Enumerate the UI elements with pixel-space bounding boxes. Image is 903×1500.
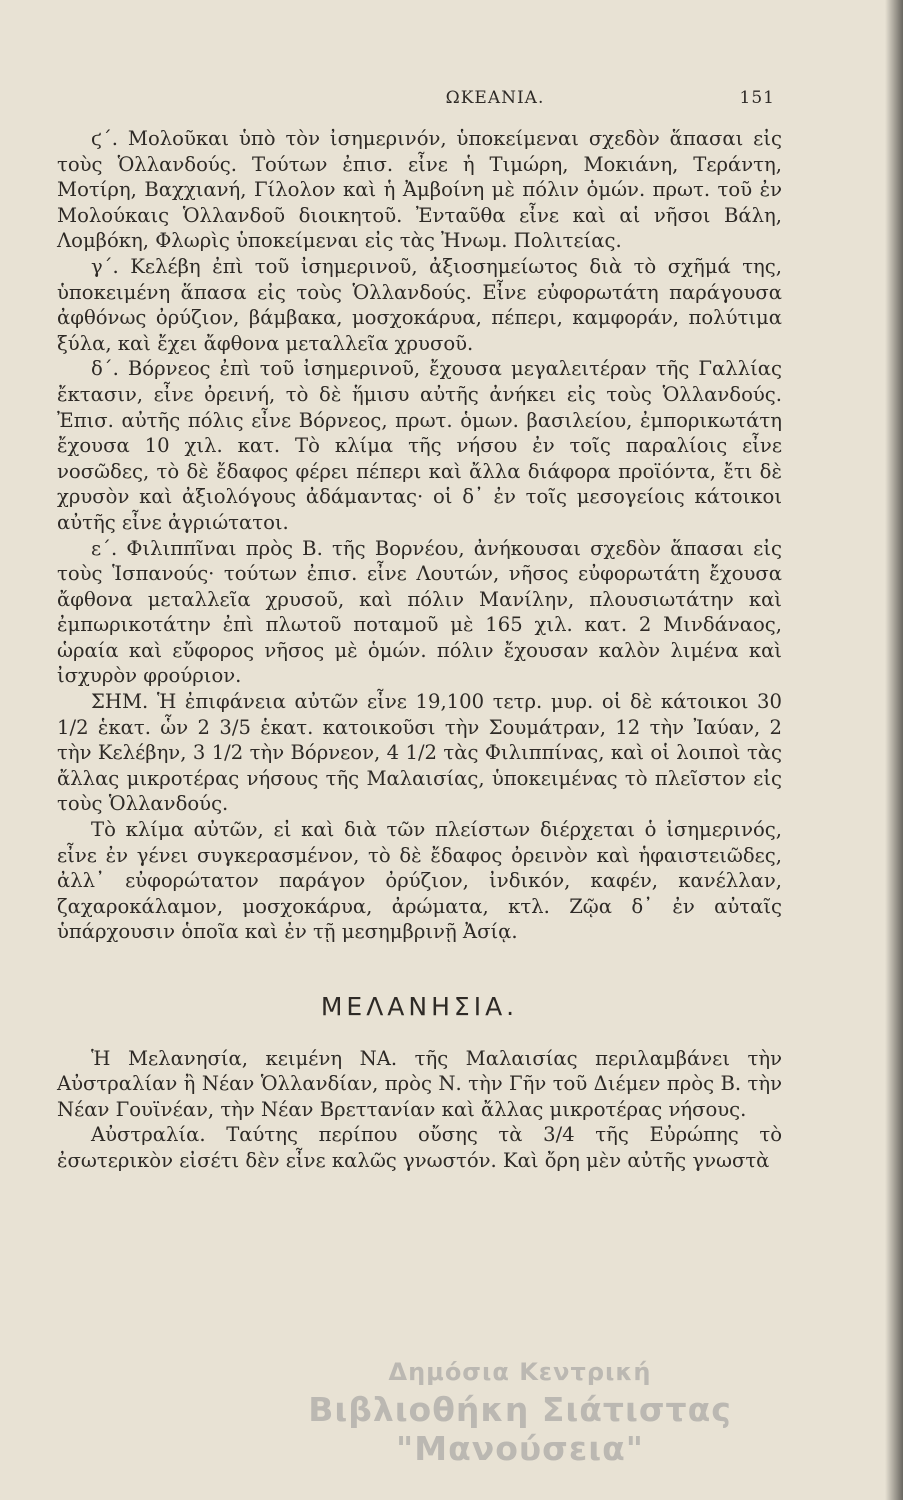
paragraph-celebes: γ΄. Κελέβη ἐπὶ τοῦ ἰσημερινοῦ, ἀξιοσημείωτος διὰ τὸ σχῆμά της, ὑποκειμένη ἅπασα εἰς τοὺς Ὁλλανδούς. Εἶνε εὐφορωτάτη παράγουσα ἀφθόνως ὀρύζιον, βάμβακα, μοσχοκάρυα, πέπερι, καμφοράν, πολύτιμα ξύλα, καὶ ἔχει ἄφθονα μεταλλεῖα χρυσοῦ. <box>57 254 782 355</box>
section-title: ΜΕΛΑΝΗΣΙΑ. <box>320 992 519 1021</box>
page-edge-shadow <box>885 0 903 1500</box>
library-watermark-line1: Δημόσια Κεντρική <box>388 1358 652 1386</box>
paragraph-melanesia-intro: Ἡ Μελανησία, κειμένη ΝΑ. τῆς Μαλαισίας περιλαμβάνει τὴν Αὐστραλίαν ἢ Νέαν Ὁλλανδίαν, πρὸς Ν. τὴν Γῆν τοῦ Διέμεν πρὸς Β. τὴν Νέαν Γουϊνέαν, τὴν Νέαν Βρεττανίαν καὶ ἄλλας μικροτέρας νήσους. <box>57 1046 782 1121</box>
page-number: 151 <box>739 88 775 108</box>
running-title: ΩΚΕΑΝΙΑ. <box>445 88 545 108</box>
paragraph-philippines: ε΄. Φιλιππῖναι πρὸς Β. τῆς Βορνέου, ἀνήκουσαι σχεδὸν ἅπασαι εἰς τοὺς Ἱσπανούς· τούτων ἐπισ. εἶνε Λουτών, νῆσος εὐφορωτάτη ἔχουσα ἄφθονα μεταλλεῖα χρυσοῦ, καὶ πόλιν Μανίλην, πλουσιωτάτην καὶ ἐμπωρικοτάτην ἐπὶ πλωτοῦ ποταμοῦ μὲ 165 χιλ. κατ. 2 Μινδάναος, ὡραία καὶ εὔφορος νῆσος μὲ ὁμών. πόλιν ἔχουσαν καλὸν λιμένα καὶ ἰσχυρὸν φρούριον. <box>57 536 782 688</box>
paragraph-moluccas: ϛ΄. Μολοῦκαι ὑπὸ τὸν ἰσημερινόν, ὑποκείμεναι σχεδὸν ἅπασαι εἰς τοὺς Ὁλλανδούς. Τούτων ἐπισ. εἶνε ἡ Τιμώρη, Μοκιάνη, Τεράντη, Μοτίρη, Βαχχιανή, Γίλολον καὶ ἡ Ἀμβοίνη μὲ πόλιν ὁμών. πρωτ. τοῦ ἐν Μολούκαις Ὁλλανδοῦ διοικητοῦ. Ἐνταῦθα εἶνε καὶ αἱ νῆσοι Βάλη, Λομβόκη, Φλωρὶς ὑποκείμεναι εἰς τὰς Ἠνωμ. Πολιτείας. <box>57 127 782 253</box>
paragraph-note: ΣΗΜ. Ἡ ἐπιφάνεια αὐτῶν εἶνε 19,100 τετρ. μυρ. οἱ δὲ κάτοικοι 30 1/2 ἑκατ. ὧν 2 3/5 ἑκατ. κατοικοῦσι τὴν Σουμάτραν, 12 τὴν Ἰαύαν, 2 τὴν Κελέβην, 3 1/2 τὴν Βόρνεον, 4 1/2 τὰς Φιλιππίνας, καὶ οἱ λοιποὶ τὰς ἄλλας μικροτέρας νήσους τῆς Μαλαισίας, ὑποκειμένας τὸ πλεῖστον εἰς τοὺς Ὁλλανδούς. <box>57 690 782 816</box>
paragraph-australia: Αὐστραλία. Ταύτης περίπου οὔσης τὰ 3/4 τῆς Εὐρώπης τὸ ἐσωτερικὸν εἰσέτι δὲν εἶνε καλῶς γνωστόν. Καὶ ὄρη μὲν αὐτῆς γνωστὰ <box>57 1123 782 1172</box>
paragraph-borneo: δ΄. Βόρνεος ἐπὶ τοῦ ἰσημερινοῦ, ἔχουσα μεγαλειτέραν τῆς Γαλλίας ἔκτασιν, εἶνε ὀρεινή, τὸ δὲ ἥμισυ αὐτῆς ἀνήκει εἰς τοὺς Ὁλλανδούς. Ἐπισ. αὐτῆς πόλις εἶνε Βόρνεος, πρωτ. ὁμων. βασιλείου, ἐμπορικωτάτη ἔχουσα 10 χιλ. κατ. Τὸ κλίμα τῆς νήσου ἐν τοῖς παραλίοις εἶνε νοσῶδες, τὸ δὲ ἔδαφος φέρει πέπερι καὶ ἄλλα διάφορα προϊόντα, ἔτι δὲ χρυσὸν καὶ ἀξιολόγους ἀδάμαντας· οἱ δ᾽ ἐν τοῖς μεσογείοις κάτοικοι αὐτῆς εἶνε ἀγριώτατοι. <box>57 357 782 534</box>
paragraph-climate: Τὸ κλίμα αὐτῶν, εἰ καὶ διὰ τῶν πλείστων διέρχεται ὁ ἰσημερινός, εἶνε ἐν γένει συγκερασμένον, τὸ δὲ ἔδαφος ὀρεινὸν καὶ ἡφαιστειῶδες, ἀλλ᾽ εὐφορώτατον παράγον ὀρύζιον, ἰνδικόν, καφέν, κανέλλαν, ζαχαροκάλαμον, μοσχοκάρυα, ἀρώματα, κτλ. Ζῷα δ᾽ ἐν αὐταῖς ὑπάρχουσιν ὁποῖα καὶ ἐν τῇ μεσημβρινῇ Ἀσίᾳ. <box>57 818 782 944</box>
library-watermark-line2: Βιβλιοθήκη Σιάτιστας "Μανούσεια" <box>308 1390 732 1468</box>
page-body <box>57 126 782 1174</box>
